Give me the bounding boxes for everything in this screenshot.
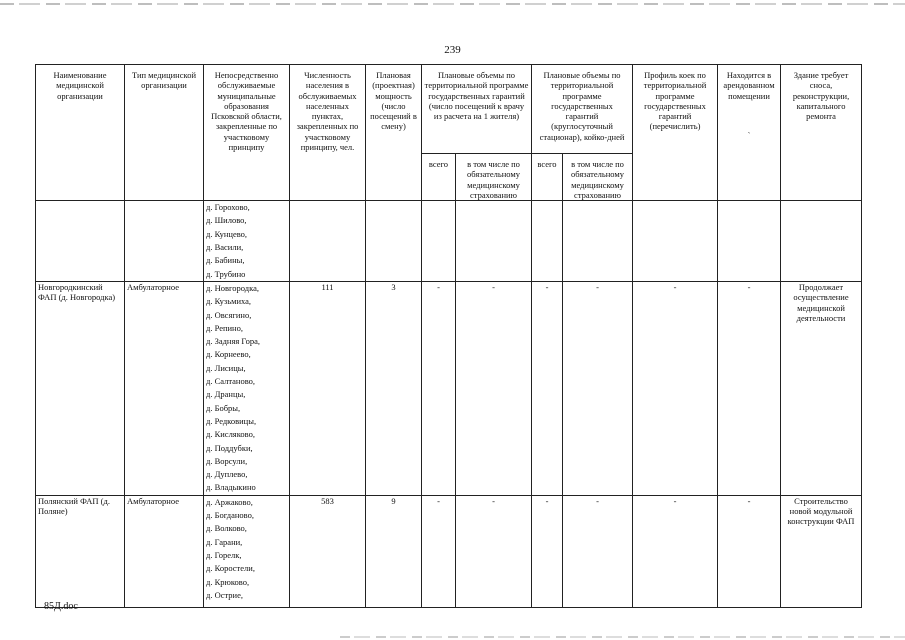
footer-filename: 85Д.doc bbox=[44, 601, 78, 612]
header-rented bbox=[718, 65, 781, 201]
village-item: д. Трубино bbox=[206, 268, 246, 279]
village-item: д. Дранцы, bbox=[206, 389, 246, 400]
table-row bbox=[36, 495, 862, 607]
beds-oms-value: - bbox=[563, 495, 633, 607]
population-value: 583 bbox=[290, 495, 366, 607]
village-item: д. Горохово, bbox=[206, 202, 250, 213]
population-value: 111 bbox=[290, 281, 366, 495]
org-villages bbox=[204, 495, 290, 607]
village-item: д. Богданово, bbox=[206, 510, 254, 521]
visits-oms-value: - bbox=[456, 281, 532, 495]
header-visits-total: всего bbox=[422, 154, 456, 201]
visits-oms-value: - bbox=[456, 495, 532, 607]
rented-value: - bbox=[718, 281, 781, 495]
header-name: Наименование медицинской организации bbox=[36, 65, 125, 201]
table-row bbox=[36, 281, 862, 495]
visits-total-value: - bbox=[422, 495, 456, 607]
village-item: д. Салтаново, bbox=[206, 376, 256, 387]
bed-profile-value: - bbox=[633, 281, 718, 495]
building-status: Продолжает осуществление медицинской деятельности bbox=[781, 281, 862, 495]
header-population: Численность населения в обслуживаемых населенных пунктах, закрепленных по участковому принципу, чел. bbox=[290, 65, 366, 201]
village-item: д. Корнеево, bbox=[206, 349, 251, 360]
header-municipalities: Непосредственно обслуживаемые муниципальные образования Псковской области, закрепленные по участковому принципу bbox=[204, 65, 290, 201]
beds-total-value: - bbox=[532, 495, 563, 607]
medical-organizations-table bbox=[35, 64, 862, 608]
village-item: д. Кунцево, bbox=[206, 228, 248, 239]
village-item: д. Редковицы, bbox=[206, 415, 257, 426]
scan-top-edge bbox=[0, 3, 905, 5]
header-visits-oms: в том числе по обязательному медицинскому страхованию bbox=[456, 154, 532, 201]
page-number: 239 bbox=[444, 44, 461, 56]
village-item: д. Волково, bbox=[206, 523, 247, 534]
village-item: д. Репино, bbox=[206, 322, 243, 333]
beds-oms-value: - bbox=[563, 281, 633, 495]
village-item: д. Острие, bbox=[206, 589, 244, 600]
rented-header-mark: ` bbox=[747, 129, 751, 140]
header-capacity: Плановая (проектная) мощность (число посещений в смену) bbox=[366, 65, 422, 201]
header-rented-label: Находится в арендованном помещении bbox=[723, 70, 775, 101]
building-status: Строительство новой модульной конструкции ФАП bbox=[781, 495, 862, 607]
scan-bottom-edge bbox=[340, 636, 905, 638]
village-item: д. Шилово, bbox=[206, 215, 247, 226]
beds-total-value: - bbox=[532, 281, 563, 495]
visits-total-value: - bbox=[422, 281, 456, 495]
village-item: д. Овсягино, bbox=[206, 309, 252, 320]
village-item: д. Васили, bbox=[206, 242, 244, 253]
continuation-villages bbox=[204, 201, 290, 282]
org-type: Амбулаторное bbox=[125, 281, 204, 495]
header-beds-group: Плановые объемы по территориальной программе государственных гарантий (круглосуточный стационар), койко-дней bbox=[532, 65, 633, 154]
header-beds-oms: в том числе по обязательному медицинскому страхованию bbox=[563, 154, 633, 201]
village-item: д. Бабины, bbox=[206, 255, 245, 266]
org-name: Новгородкинский ФАП (д. Новгородка) bbox=[36, 281, 125, 495]
village-item: д. Ворсули, bbox=[206, 455, 248, 466]
header-visits-group: Плановые объемы по территориальной программе государственных гарантий (число посещений к врачу из расчета на 1 жителя) bbox=[422, 65, 532, 154]
capacity-value: 3 bbox=[366, 281, 422, 495]
header-bed-profile: Профиль коек по территориальной программе государственных гарантий (перечислить) bbox=[633, 65, 718, 201]
village-item: д. Коростели, bbox=[206, 563, 255, 574]
village-item: д. Гарани, bbox=[206, 536, 243, 547]
village-item: д. Дуплево, bbox=[206, 469, 248, 480]
continuation-row bbox=[36, 201, 862, 282]
org-villages bbox=[204, 281, 290, 495]
header-type: Тип медицинской организации bbox=[125, 65, 204, 201]
village-item: д. Новгородка, bbox=[206, 282, 259, 293]
header-building: Здание требует сноса, реконструкции, капитального ремонта bbox=[781, 65, 862, 201]
village-item: д. Поддубки, bbox=[206, 442, 253, 453]
village-item: д. Лисицы, bbox=[206, 362, 246, 373]
bed-profile-value: - bbox=[633, 495, 718, 607]
village-item: д. Крюково, bbox=[206, 576, 250, 587]
village-item: д. Кисляково, bbox=[206, 429, 255, 440]
village-item: д. Горелк, bbox=[206, 549, 242, 560]
header-beds-total: всего bbox=[532, 154, 563, 201]
capacity-value: 9 bbox=[366, 495, 422, 607]
village-item: д. Задняя Гора, bbox=[206, 336, 260, 347]
village-item: д. Владыкино bbox=[206, 482, 256, 493]
rented-value: - bbox=[718, 495, 781, 607]
village-item: д. Аржаково, bbox=[206, 496, 253, 507]
village-item: д. Бобры, bbox=[206, 402, 241, 413]
village-item: д. Кузьмиха, bbox=[206, 296, 252, 307]
org-type: Амбулаторное bbox=[125, 495, 204, 607]
org-name: Полянский ФАП (д. Поляне) bbox=[36, 495, 125, 607]
